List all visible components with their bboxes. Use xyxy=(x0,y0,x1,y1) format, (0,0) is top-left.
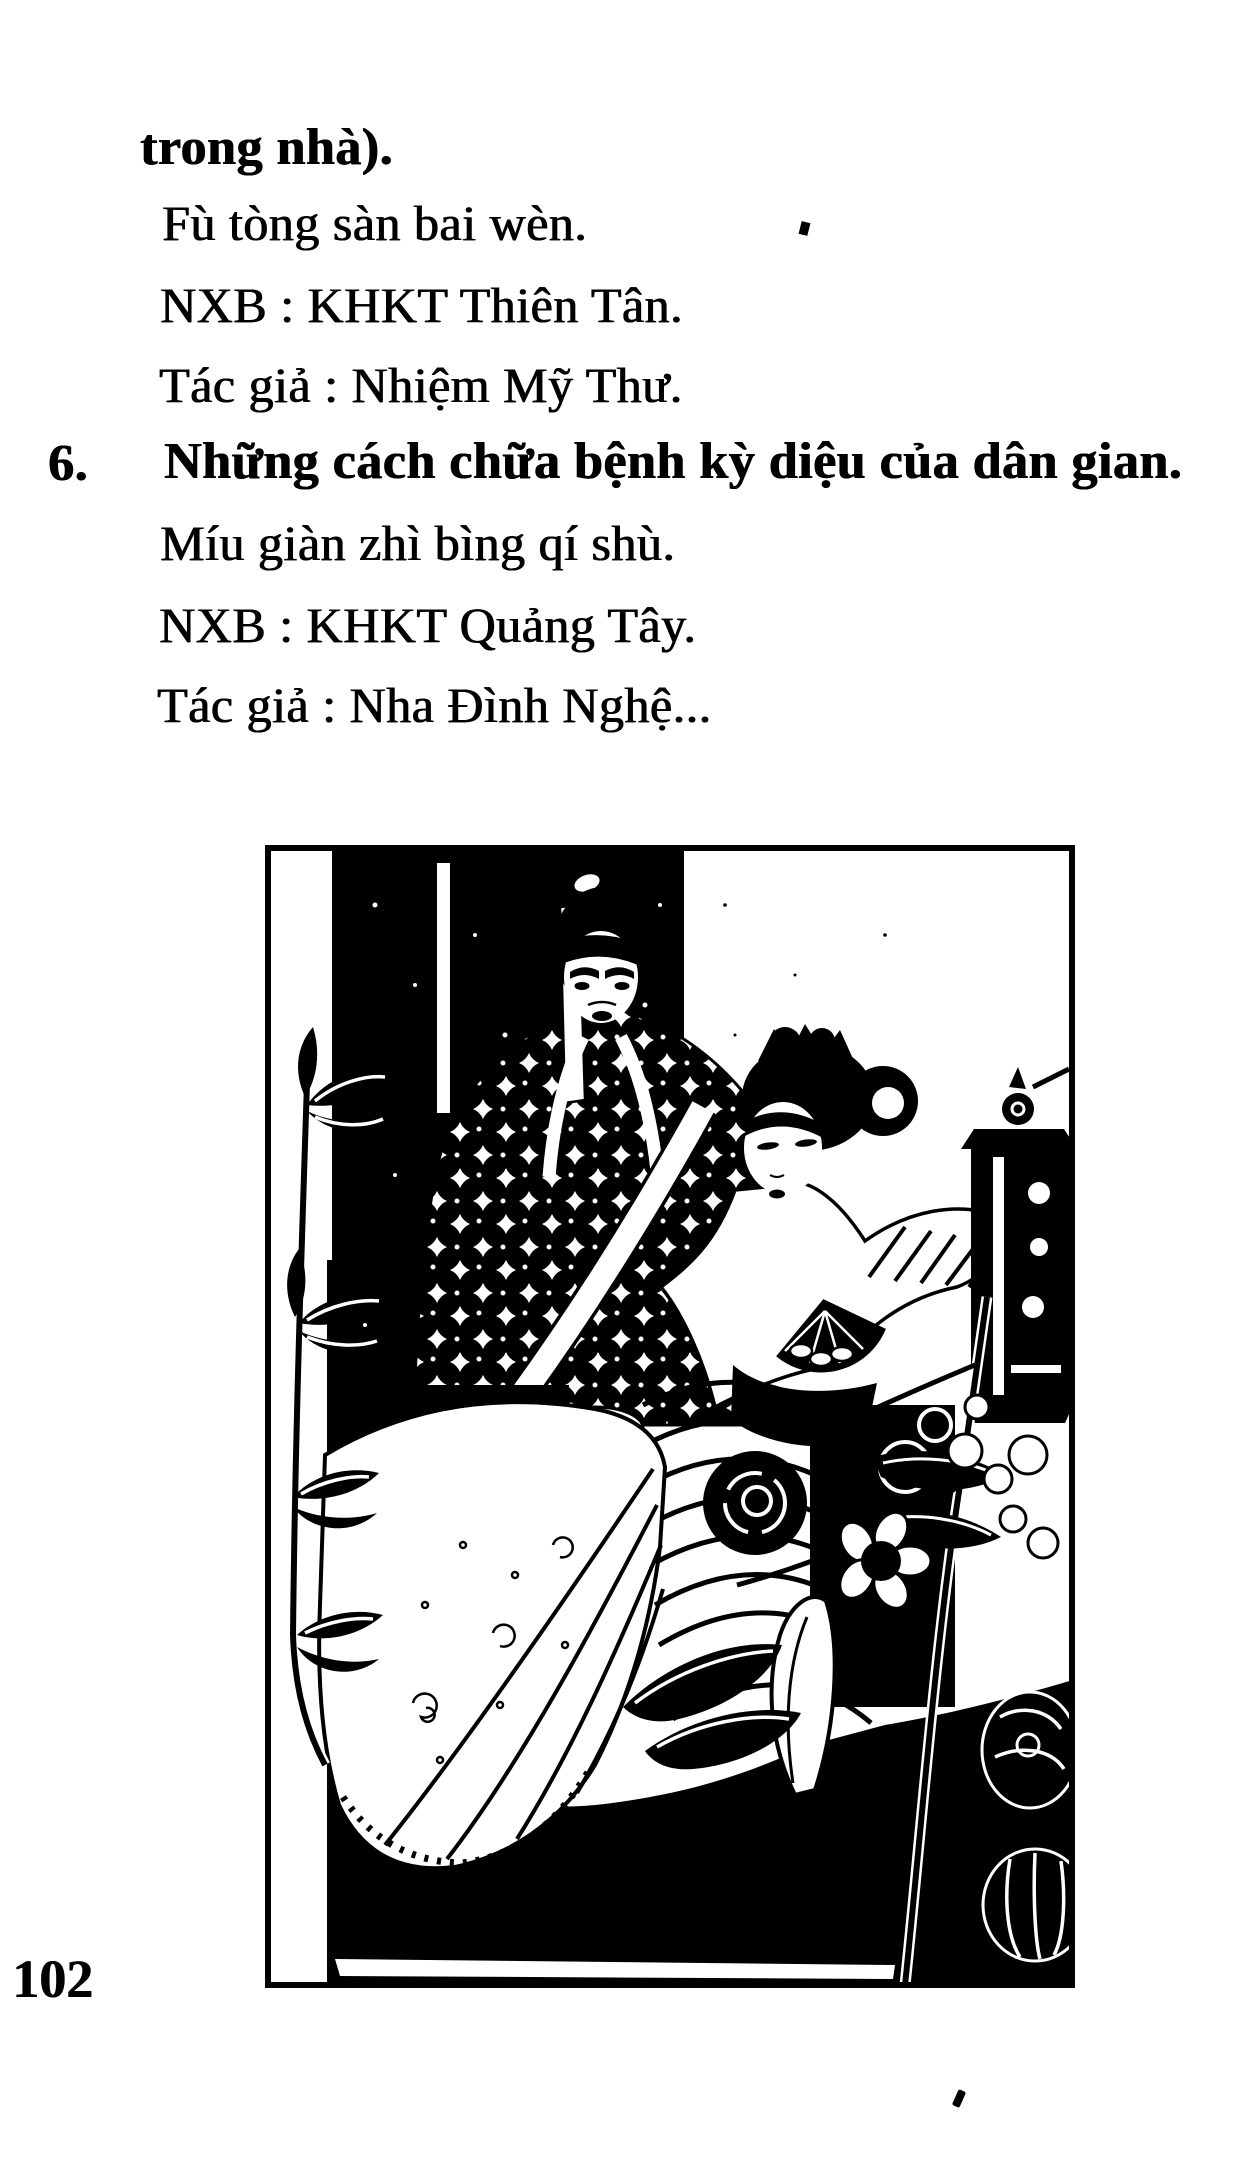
line-tac-gia-nha-dinh-nghe: Tác giả : Nha Đình Nghệ... xyxy=(157,677,712,733)
page-number: 102 xyxy=(12,1949,93,2009)
line-nxb-quang-tay: NXB : KHKT Quảng Tây. xyxy=(159,597,697,653)
heading-nhung-cach-chua-benh: Những cách chữa bệnh kỳ diệu của dân gian. xyxy=(164,433,1183,490)
item-number-6: 6. xyxy=(48,435,88,492)
line-trong-nha: trong nhà). xyxy=(140,119,394,176)
book-illustration xyxy=(265,845,1075,1988)
line-fu-tong: Fù tòng sàn bai wèn. xyxy=(162,195,588,251)
striped-melon xyxy=(983,1849,1075,1961)
rose-pouch xyxy=(703,1451,807,1555)
line-nxb-thien-tan: NXB : KHKT Thiên Tân. xyxy=(160,277,683,333)
line-miu-gian: Míu giàn zhì bìng qí shù. xyxy=(160,515,676,571)
dark-fruit xyxy=(982,1692,1075,1808)
line-tac-gia-nhiem-my-thu: Tác giả : Nhiệm Mỹ Thư. xyxy=(159,357,683,413)
ink-speck xyxy=(952,2089,966,2108)
ink-speck xyxy=(799,221,811,236)
